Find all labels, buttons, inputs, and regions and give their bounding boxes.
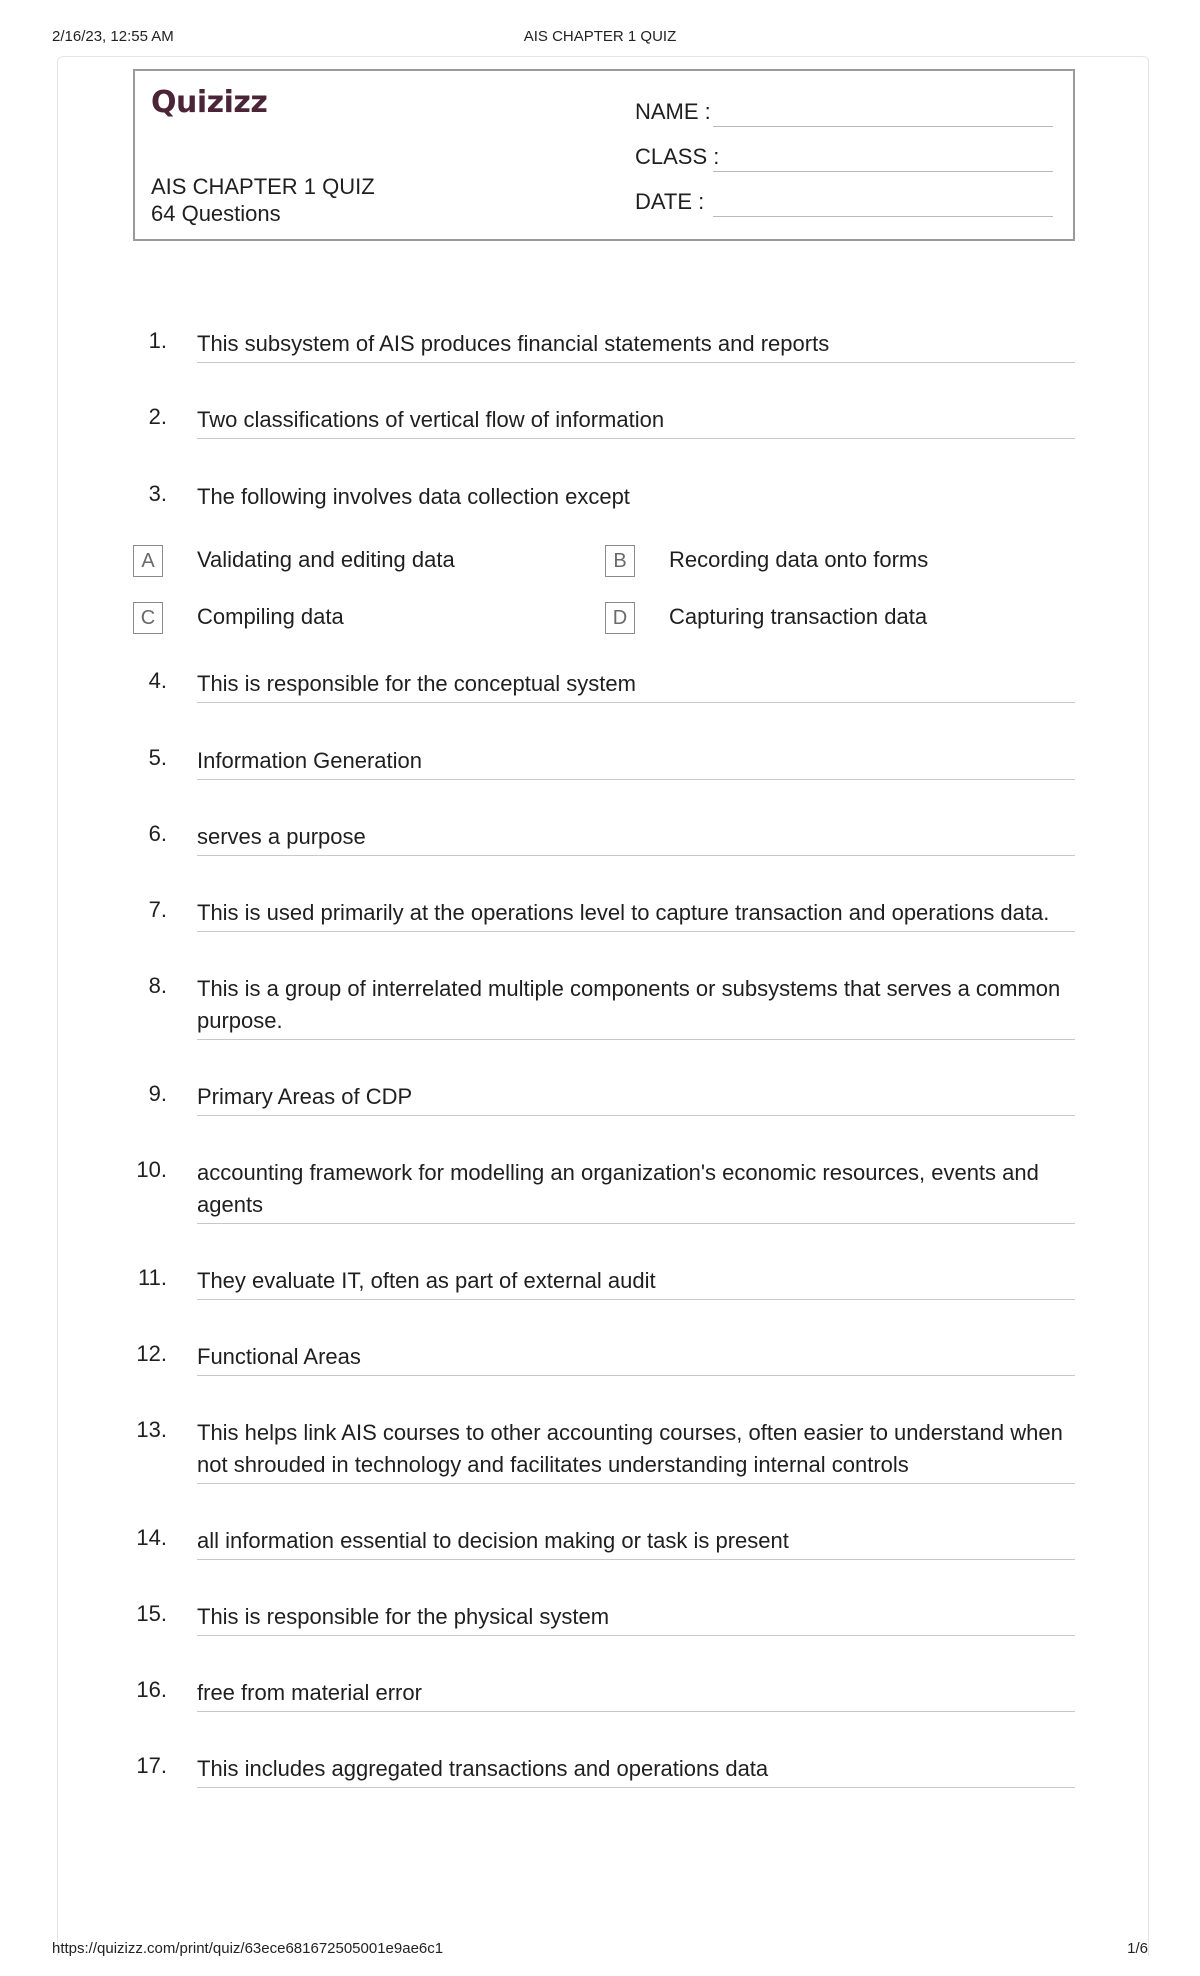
question-text: This includes aggregated transactions and operations data bbox=[197, 1753, 1075, 1788]
option-text: Compiling data bbox=[197, 604, 344, 629]
name-field-line[interactable] bbox=[713, 126, 1053, 127]
question-text: They evaluate IT, often as part of external audit bbox=[197, 1265, 1075, 1300]
question-text: free from material error bbox=[197, 1677, 1075, 1712]
question-text: serves a purpose bbox=[197, 821, 1075, 856]
option-text: Capturing transaction data bbox=[669, 604, 928, 629]
question-text: This subsystem of AIS produces financial statements and reports bbox=[197, 328, 1075, 363]
question-count: 64 Questions bbox=[151, 201, 281, 226]
question-number: 15. bbox=[136, 1601, 167, 1626]
question-number: 1. bbox=[148, 328, 167, 353]
class-label: CLASS : bbox=[635, 144, 720, 169]
question-text: This is a group of interrelated multiple components or subsystems that serves a common purpose. bbox=[197, 973, 1075, 1040]
option-letter-box[interactable]: A bbox=[133, 545, 163, 577]
question-number: 17. bbox=[136, 1753, 167, 1778]
question-text: Functional Areas bbox=[197, 1341, 1075, 1376]
question-text: Two classifications of vertical flow of information bbox=[197, 404, 1075, 439]
print-datetime: 2/16/23, 12:55 AM bbox=[52, 28, 174, 45]
question-text: all information essential to decision making or task is present bbox=[197, 1525, 1075, 1560]
question-number: 3. bbox=[148, 481, 167, 506]
print-title: AIS CHAPTER 1 QUIZ bbox=[523, 28, 677, 45]
question-text: This is responsible for the physical system bbox=[197, 1601, 1075, 1636]
date-label: DATE : bbox=[635, 189, 705, 214]
question-number: 8. bbox=[148, 973, 167, 998]
option-text: Recording data onto forms bbox=[669, 547, 929, 572]
question-number: 12. bbox=[136, 1341, 167, 1366]
question-number: 11. bbox=[138, 1265, 167, 1290]
question-text: Information Generation bbox=[197, 745, 1075, 780]
question-number: 2. bbox=[148, 404, 167, 429]
question-text: This is responsible for the conceptual system bbox=[197, 668, 1075, 703]
question-text: This is used primarily at the operations level to capture transaction and operations data. bbox=[197, 897, 1075, 932]
class-field-line[interactable] bbox=[713, 171, 1053, 172]
date-field-line[interactable] bbox=[713, 216, 1053, 217]
option-letter-box[interactable]: B bbox=[605, 545, 635, 577]
question-number: 6. bbox=[148, 821, 167, 846]
question-number: 9. bbox=[148, 1081, 167, 1106]
quiz-header-box bbox=[133, 69, 1075, 241]
option-text: Validating and editing data bbox=[197, 547, 455, 572]
question-text: accounting framework for modelling an organization's economic resources, events and agents bbox=[197, 1157, 1075, 1224]
question-text: This helps link AIS courses to other accounting courses, often easier to understand when not shrouded in technology and facilitates understanding internal controls bbox=[197, 1417, 1075, 1484]
question-number: 10. bbox=[136, 1157, 167, 1182]
question-text: The following involves data collection except bbox=[197, 484, 630, 509]
print-header bbox=[0, 28, 1200, 48]
quizizz-logo: Quizizz bbox=[151, 85, 268, 120]
question-number: 4. bbox=[148, 668, 167, 693]
question-number: 5. bbox=[148, 745, 167, 770]
page-number: 1/6 bbox=[1127, 1940, 1148, 1957]
question-number: 7. bbox=[148, 897, 167, 922]
print-footer bbox=[0, 1940, 1200, 1960]
option-letter-box[interactable]: D bbox=[605, 602, 635, 634]
question-number: 13. bbox=[136, 1417, 167, 1442]
print-url[interactable]: https://quizizz.com/print/quiz/63ece681672505001e9ae6c1 bbox=[52, 1940, 444, 1957]
quiz-title: AIS CHAPTER 1 QUIZ bbox=[151, 174, 375, 199]
option-letter-box[interactable]: C bbox=[133, 602, 163, 634]
question-text: Primary Areas of CDP bbox=[197, 1081, 1075, 1116]
name-label: NAME : bbox=[635, 99, 711, 124]
question-number: 14. bbox=[136, 1525, 167, 1550]
question-number: 16. bbox=[136, 1677, 167, 1702]
